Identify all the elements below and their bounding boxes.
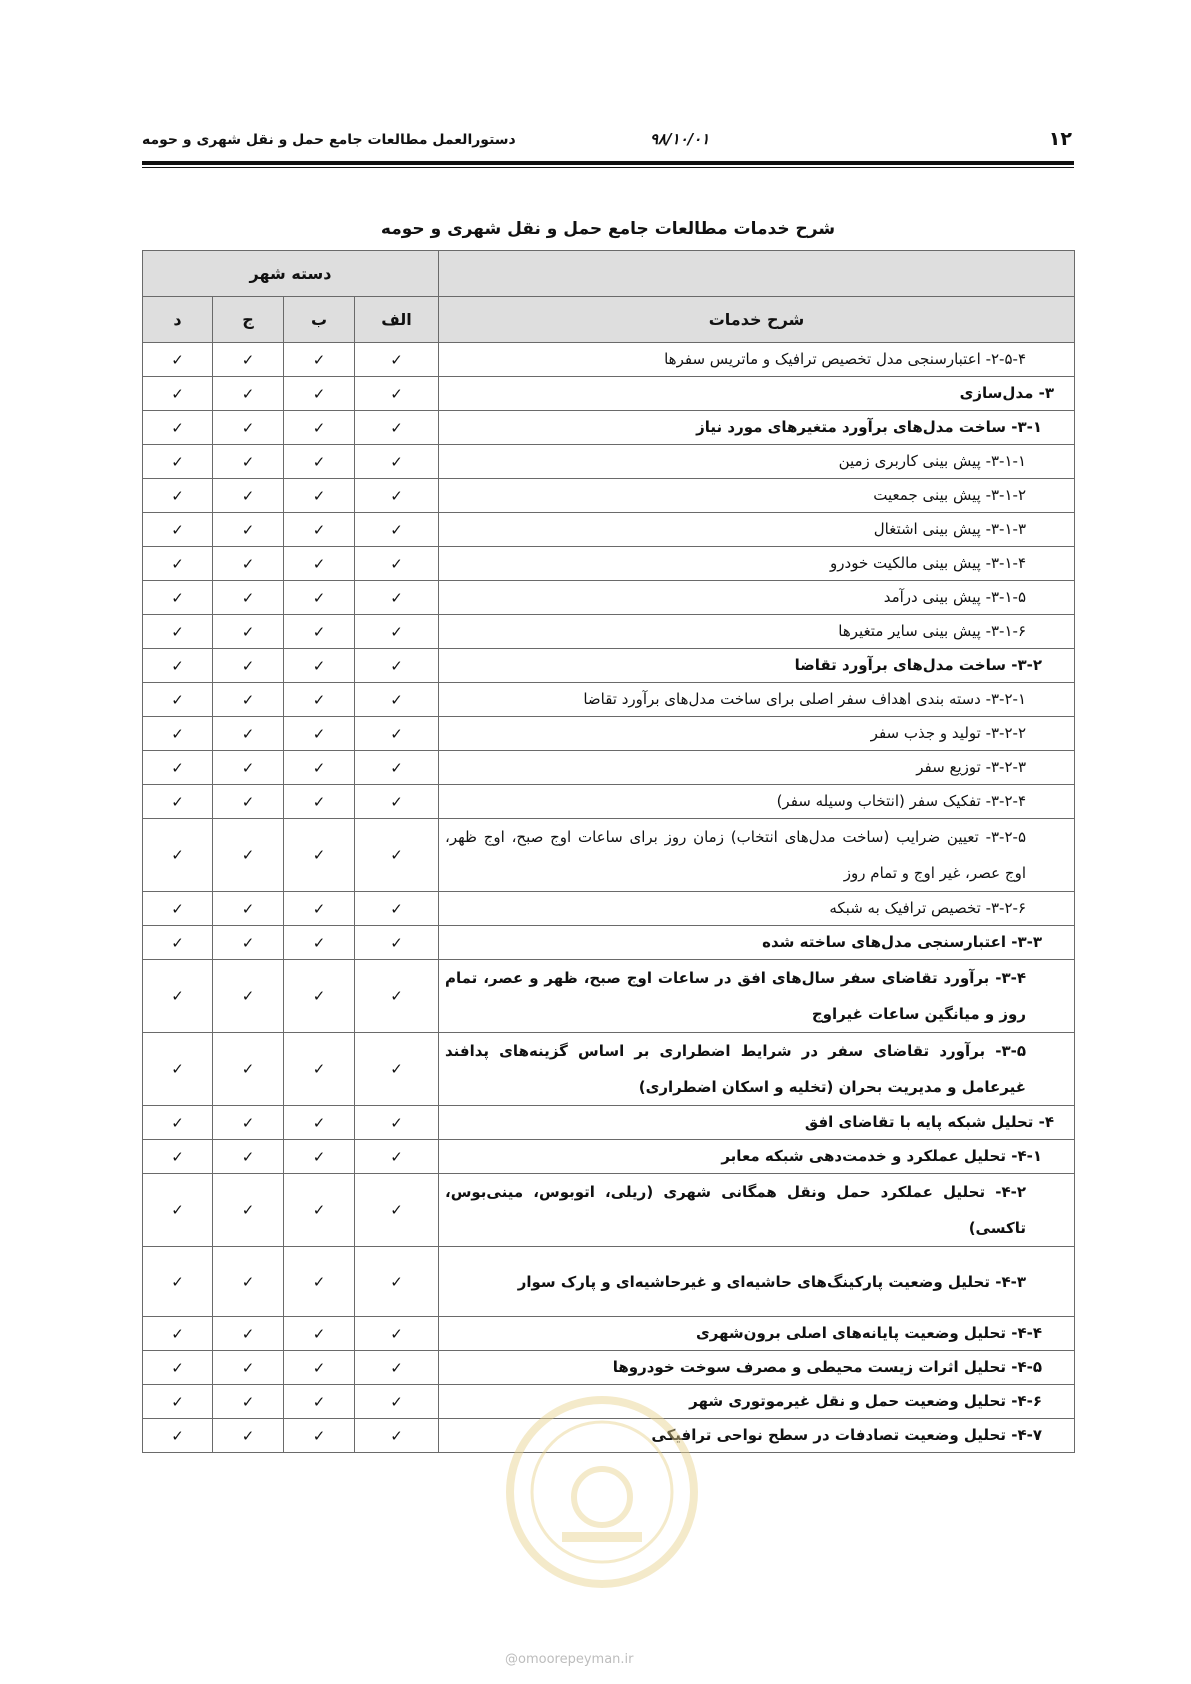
service-description: ۳-۲-۵- تعیین ضرایب (ساخت مدل‌های انتخاب) زمان روز برای ساعات اوج صبح، اوج ظهر، اوج عصر، غیر اوج و تمام روز [439,819,1075,892]
check-mark-icon: ✓ [143,445,213,479]
check-mark-icon: ✓ [284,892,355,926]
description-header: شرح خدمات [439,297,1075,343]
check-mark-icon: ✓ [355,683,439,717]
table-row [143,445,1075,479]
service-description: ۳-۱-۵- پیش بینی درآمد [439,581,1075,615]
check-mark-icon: ✓ [143,581,213,615]
check-mark-icon: ✓ [143,479,213,513]
check-mark-icon: ✓ [355,819,439,892]
check-mark-icon: ✓ [213,1385,284,1419]
check-mark-icon: ✓ [213,547,284,581]
check-mark-icon: ✓ [284,960,355,1033]
check-mark-icon: ✓ [355,1317,439,1351]
check-mark-icon: ✓ [284,1247,355,1317]
check-mark-icon: ✓ [213,1317,284,1351]
service-description: ۳-۲-۶- تخصیص ترافیک به شبکه [439,892,1075,926]
category-be-header: ب [284,297,355,343]
service-description: ۴-۴- تحلیل وضعیت پایانه‌های اصلی برون‌شهری [439,1317,1075,1351]
check-mark-icon: ✓ [143,1106,213,1140]
table-row [143,785,1075,819]
service-description: ۳-۲-۱- دسته بندی اهداف سفر اصلی برای ساخت مدل‌های برآورد تقاضا [439,683,1075,717]
check-mark-icon: ✓ [143,513,213,547]
check-mark-icon: ✓ [213,1140,284,1174]
table-row [143,1385,1075,1419]
check-mark-icon: ✓ [213,926,284,960]
at-sign-icon: @ [505,1652,518,1667]
check-mark-icon: ✓ [143,683,213,717]
check-mark-icon: ✓ [143,926,213,960]
check-mark-icon: ✓ [284,683,355,717]
check-mark-icon: ✓ [355,1033,439,1106]
check-mark-icon: ✓ [284,1419,355,1453]
service-description: ۳-۴- برآورد تقاضای سفر سال‌های افق در ساعات اوج صبح، ظهر و عصر، تمام روز و میانگین ساعات غیراوج [439,960,1075,1033]
service-description: ۳-۱-۳- پیش بینی اشتغال [439,513,1075,547]
check-mark-icon: ✓ [284,1106,355,1140]
check-mark-icon: ✓ [143,1351,213,1385]
check-mark-icon: ✓ [355,1247,439,1317]
check-mark-icon: ✓ [284,411,355,445]
table-row [143,1419,1075,1453]
check-mark-icon: ✓ [355,960,439,1033]
check-mark-icon: ✓ [284,445,355,479]
table-row [143,411,1075,445]
check-mark-icon: ✓ [143,343,213,377]
check-mark-icon: ✓ [143,1317,213,1351]
check-mark-icon: ✓ [213,1419,284,1453]
table-row [143,581,1075,615]
service-description: ۳-۱-۴- پیش بینی مالکیت خودرو [439,547,1075,581]
check-mark-icon: ✓ [284,1317,355,1351]
table-row [143,649,1075,683]
check-mark-icon: ✓ [284,615,355,649]
check-mark-icon: ✓ [213,479,284,513]
table-row [143,819,1075,892]
check-mark-icon: ✓ [213,377,284,411]
check-mark-icon: ✓ [355,649,439,683]
service-description: ۴-۶- تحلیل وضعیت حمل و نقل غیرموتوری شهر [439,1385,1075,1419]
check-mark-icon: ✓ [284,785,355,819]
check-mark-icon: ✓ [355,377,439,411]
check-mark-icon: ✓ [213,1351,284,1385]
check-mark-icon: ✓ [213,581,284,615]
category-dal-header: د [143,297,213,343]
check-mark-icon: ✓ [143,751,213,785]
check-mark-icon: ✓ [213,960,284,1033]
check-mark-icon: ✓ [143,960,213,1033]
check-mark-icon: ✓ [143,717,213,751]
service-description: ۴-۱- تحلیل عملکرد و خدمت‌دهی شبکه معابر [439,1140,1075,1174]
services-table [142,250,1075,1453]
check-mark-icon: ✓ [355,1174,439,1247]
check-mark-icon: ✓ [213,343,284,377]
service-description: ۴-۷- تحلیل وضعیت تصادفات در سطح نواحی ترافیکی [439,1419,1075,1453]
check-mark-icon: ✓ [213,751,284,785]
check-mark-icon: ✓ [284,717,355,751]
check-mark-icon: ✓ [284,377,355,411]
service-description: ۳-۱-۱- پیش بینی کاربری زمین [439,445,1075,479]
check-mark-icon: ✓ [213,411,284,445]
table-header-row-2 [143,297,1075,343]
check-mark-icon: ✓ [213,1174,284,1247]
check-mark-icon: ✓ [284,751,355,785]
service-description: ۳- مدل‌سازی [439,377,1075,411]
service-description: ۳-۲-۴- تفکیک سفر (انتخاب وسیله سفر) [439,785,1075,819]
check-mark-icon: ✓ [355,1106,439,1140]
service-description: ۳-۲-۲- تولید و جذب سفر [439,717,1075,751]
table-row [143,1351,1075,1385]
table-title: شرح خدمات مطالعات جامع حمل و نقل شهری و حومه [380,219,836,239]
check-mark-icon: ✓ [355,785,439,819]
service-description: ۳-۳- اعتبارسنجی مدل‌های ساخته شده [439,926,1075,960]
doc-title: دستورالعمل مطالعات جامع حمل و نقل شهری و حومه [142,132,516,148]
check-mark-icon: ✓ [355,1140,439,1174]
category-jim-header: ج [213,297,284,343]
header-rule-thin [142,167,1074,168]
check-mark-icon: ✓ [355,1351,439,1385]
check-mark-icon: ✓ [143,1419,213,1453]
check-mark-icon: ✓ [213,1033,284,1106]
check-mark-icon: ✓ [284,1033,355,1106]
check-mark-icon: ✓ [355,581,439,615]
table-row [143,926,1075,960]
service-description: ۳-۱-۶- پیش بینی سایر متغیرها [439,615,1075,649]
page-number: ۱۲ [1048,128,1072,150]
check-mark-icon: ✓ [143,377,213,411]
check-mark-icon: ✓ [213,683,284,717]
check-mark-icon: ✓ [143,411,213,445]
check-mark-icon: ✓ [355,892,439,926]
watermark-url: @omoorepeyman.ir [505,1652,634,1667]
check-mark-icon: ✓ [213,649,284,683]
check-mark-icon: ✓ [213,513,284,547]
table-row [143,1140,1075,1174]
check-mark-icon: ✓ [213,1106,284,1140]
check-mark-icon: ✓ [143,1247,213,1317]
check-mark-icon: ✓ [355,615,439,649]
check-mark-icon: ✓ [143,649,213,683]
check-mark-icon: ✓ [355,343,439,377]
check-mark-icon: ✓ [284,547,355,581]
table-row [143,547,1075,581]
table-row [143,1033,1075,1106]
check-mark-icon: ✓ [284,926,355,960]
service-description: ۳-۵- برآورد تقاضای سفر در شرایط اضطراری بر اساس گزینه‌های پدافند غیرعامل و مدیریت بحران (تخلیه و اسکان اضطراری) [439,1033,1075,1106]
check-mark-icon: ✓ [355,1385,439,1419]
check-mark-icon: ✓ [284,581,355,615]
table-row [143,1106,1075,1140]
check-mark-icon: ✓ [284,649,355,683]
service-description: ۳-۱- ساخت مدل‌های برآورد متغیرهای مورد نیاز [439,411,1075,445]
check-mark-icon: ✓ [355,717,439,751]
table-row [143,683,1075,717]
check-mark-icon: ✓ [284,479,355,513]
service-description: ۳-۲- ساخت مدل‌های برآورد تقاضا [439,649,1075,683]
check-mark-icon: ✓ [355,751,439,785]
check-mark-icon: ✓ [213,892,284,926]
check-mark-icon: ✓ [284,1174,355,1247]
table-row [143,513,1075,547]
check-mark-icon: ✓ [284,819,355,892]
service-description: ۳-۱-۲- پیش بینی جمعیت [439,479,1075,513]
check-mark-icon: ✓ [355,547,439,581]
check-mark-icon: ✓ [355,479,439,513]
check-mark-icon: ✓ [284,1385,355,1419]
check-mark-icon: ✓ [213,615,284,649]
table-row [143,343,1075,377]
table-row [143,377,1075,411]
check-mark-icon: ✓ [355,513,439,547]
table-row [143,479,1075,513]
check-mark-icon: ✓ [143,1033,213,1106]
service-description: ۲-۵-۴- اعتبارسنجی مدل تخصیص ترافیک و ماتریس سفرها [439,343,1075,377]
service-description: ۴-۲- تحلیل عملکرد حمل ونقل همگانی شهری (ریلی، اتوبوس، مینی‌بوس، تاکسی) [439,1174,1075,1247]
category-alef-header: الف [355,297,439,343]
table-row [143,1174,1075,1247]
service-description: ۴-۳- تحلیل وضعیت پارکینگ‌های حاشیه‌ای و غیرحاشیه‌ای و پارک سوار [439,1247,1075,1317]
check-mark-icon: ✓ [143,1140,213,1174]
check-mark-icon: ✓ [355,411,439,445]
check-mark-icon: ✓ [284,1351,355,1385]
check-mark-icon: ✓ [143,785,213,819]
check-mark-icon: ✓ [143,892,213,926]
table-row [143,751,1075,785]
table-row [143,960,1075,1033]
check-mark-icon: ✓ [355,1419,439,1453]
header-empty-cell [439,251,1075,297]
check-mark-icon: ✓ [213,445,284,479]
table-row [143,615,1075,649]
table-row [143,717,1075,751]
service-description: ۴-۵- تحلیل اثرات زیست محیطی و مصرف سوخت خودروها [439,1351,1075,1385]
city-category-header: دسته شهر [143,251,439,297]
table-row [143,1317,1075,1351]
check-mark-icon: ✓ [143,615,213,649]
page-header [142,124,1074,164]
check-mark-icon: ✓ [213,819,284,892]
check-mark-icon: ✓ [143,819,213,892]
header-rule-thick [142,161,1074,165]
check-mark-icon: ✓ [143,1174,213,1247]
check-mark-icon: ✓ [355,926,439,960]
check-mark-icon: ✓ [355,445,439,479]
service-description: ۴- تحلیل شبکه پایه با تقاضای افق [439,1106,1075,1140]
doc-date: ۹۸/۱۰/۰۱ [650,130,710,148]
table-row [143,1247,1075,1317]
check-mark-icon: ✓ [213,717,284,751]
service-description: ۳-۲-۳- توزیع سفر [439,751,1075,785]
check-mark-icon: ✓ [213,785,284,819]
check-mark-icon: ✓ [284,343,355,377]
check-mark-icon: ✓ [284,513,355,547]
table-header-row-1 [143,251,1075,297]
check-mark-icon: ✓ [143,547,213,581]
table-body [143,343,1075,1453]
check-mark-icon: ✓ [213,1247,284,1317]
check-mark-icon: ✓ [284,1140,355,1174]
table-row [143,892,1075,926]
check-mark-icon: ✓ [143,1385,213,1419]
